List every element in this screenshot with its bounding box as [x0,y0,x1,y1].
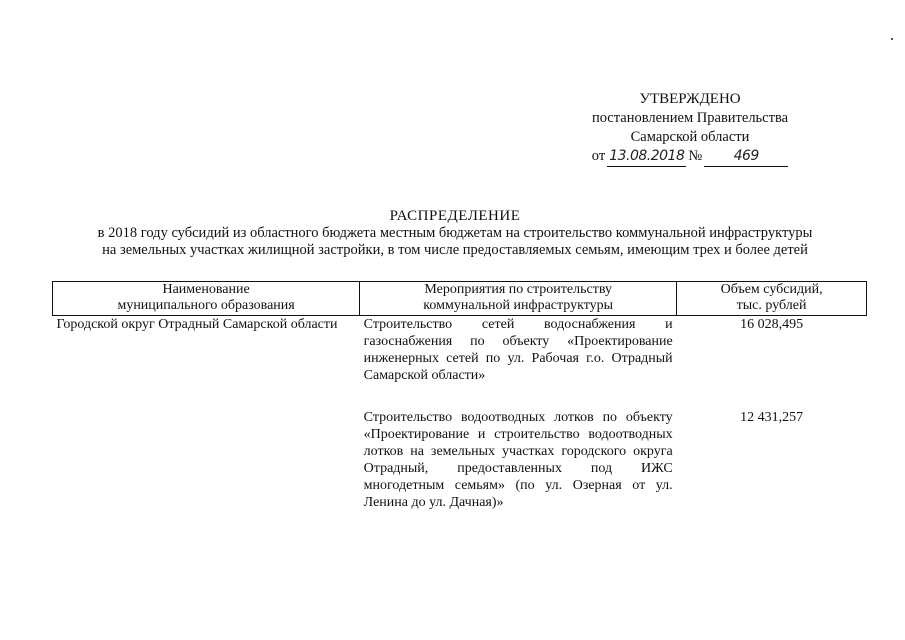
measure-cell: Строительство водоотводных лотков по объекту «Проектирование и строительство водоотводных лотков на земельных участках городского округа Отрадный, предоставленных под ИЖС многодетным семьям» (по ул. Озерная от ул. Ленина до ул. Дачная)» [363,410,673,510]
header-municipality [53,282,360,316]
amount-cell: 12 431,257 [740,410,804,425]
header-measures [360,282,677,316]
title-line-2: на земельных участках жилищной застройки, в том числе предоставляемых семьям, имеющим трех и более детей [102,242,808,258]
header-municipality-line-1: Наименование [162,282,250,297]
table-header-row [53,282,867,316]
handwritten-date: 13.08.2018 [607,147,686,167]
header-municipality-line-2: муниципального образования [117,298,295,313]
measure-cell: Строительство сетей водоснабжения и газоснабжения по объекту «Проектирование инженерных сетей по ул. Рабочая г.о. Отрадный Самарской области» [363,317,673,383]
approval-date-line [560,147,820,167]
amount-cell: 16 028,495 [740,317,804,332]
title-main: РАСПРЕДЕЛЕНИЕ [389,208,521,224]
title-line-1: в 2018 году субсидий из областного бюджета местным бюджетам на строительство коммунальной инфраструктуры [97,225,813,241]
approval-line-1: постановлением Правительства [591,110,789,126]
header-amount [677,282,867,316]
document-title [40,208,870,259]
table-row [53,316,867,385]
approval-stamp [560,90,820,167]
header-measures-line-2: коммунальной инфраструктуры [423,298,614,313]
municipality-cell: Городской округ Отрадный Самарской области [56,317,338,332]
spacer-cell [677,384,867,409]
header-measures-line-1: Мероприятия по строительству [424,282,612,297]
header-amount-line-1: Объем субсидий, [720,282,823,297]
approval-heading: УТВЕРЖДЕНО [639,91,741,107]
spacer-cell [360,384,677,409]
approval-line-2: Самарской области [630,129,750,145]
header-amount-line-2: тыс. рублей [736,298,807,313]
handwritten-number: 469 [704,147,788,167]
scan-speck [891,38,893,40]
number-prefix: № [688,148,703,164]
date-prefix: от [591,148,606,164]
distribution-table [52,281,867,511]
